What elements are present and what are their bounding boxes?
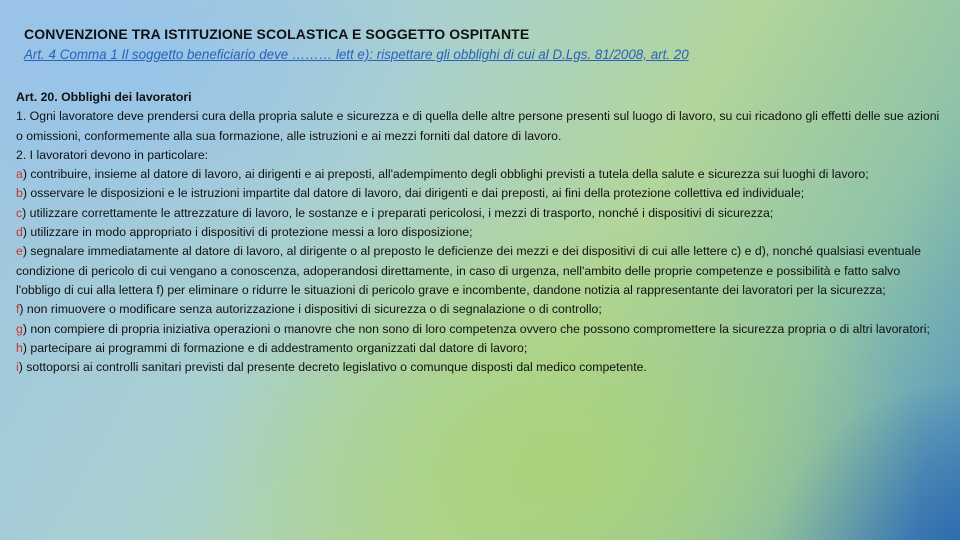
article-heading: Art. 20. Obblighi dei lavoratori — [16, 90, 192, 104]
list-letter: e — [16, 244, 23, 259]
list-item-e — [16, 242, 942, 300]
paragraph-1: 1. Ogni lavoratore deve prendersi cura della propria salute e sicurezza e di quella delle altre persone presenti sul luogo di lavoro, su cui ricadono gli effetti delle sue azioni o omissioni, conformemente alla sua formazione, alle istruzioni e ai mezzi forniti dal datore di lavoro. — [16, 109, 940, 143]
list-item-f — [16, 300, 942, 319]
list-letter: b — [16, 186, 23, 201]
slide-title: CONVENZIONE TRA ISTITUZIONE SCOLASTICA E SOGGETTO OSPITANTE — [24, 26, 530, 42]
list-letter: c — [16, 205, 23, 220]
list-item-a — [16, 165, 942, 184]
list-item-text: ) non compiere di propria iniziativa operazioni o manovre che non sono di loro competenza ovvero che possono compromettere la sicurezza propria o di altri lavoratori; — [22, 321, 930, 336]
list-item-text: ) segnalare immediatamente al datore di lavoro, al dirigente o al preposto le deficienze dei mezzi e dei dispositivi di cui alle lettere c) e d), nonché qualsiasi eventuale condizione di pericolo di cui vengano a conoscenza, adoperandosi direttamente, in caso di urgenza, nell'ambito delle proprie competenze e possibilità e fatto salvo l'obbligo di cui alla lettera f) per eliminare o ridurre le situazioni di pericolo grave e incombente, dandone notizia al rappresentante dei lavoratori per la sicurezza; — [16, 244, 922, 297]
slide-body — [16, 88, 942, 377]
list-item-text: ) contribuire, insieme al datore di lavoro, ai dirigenti e ai preposti, all'adempimento degli obblighi previsti a tutela della salute e sicurezza sui luoghi di lavoro; — [22, 167, 869, 182]
list-item-g — [16, 320, 942, 339]
list-item-text: ) non rimuovere o modificare senza autorizzazione i dispositivi di sicurezza o di segnalazione o di controllo; — [19, 302, 602, 317]
list-letter: g — [16, 321, 23, 336]
list-item-text: ) utilizzare in modo appropriato i dispositivi di protezione messi a loro disposizione; — [22, 225, 473, 240]
list-letter: h — [16, 340, 23, 355]
list-item-h — [16, 339, 942, 358]
list-item-text: ) sottoporsi ai controlli sanitari previsti dal presente decreto legislativo o comunque disposti dal medico competente. — [18, 360, 647, 375]
list-item-text: ) utilizzare correttamente le attrezzature di lavoro, le sostanze e i preparati pericolosi, i mezzi di trasporto, nonché i dispositivi di sicurezza; — [22, 205, 774, 220]
list-letter: i — [16, 360, 19, 375]
list-item-d — [16, 223, 942, 242]
list-item-b — [16, 184, 942, 203]
list-letter: d — [16, 225, 23, 240]
list-letter: a — [16, 167, 23, 182]
list-item-text: ) osservare le disposizioni e le istruzioni impartite dal datore di lavoro, dai dirigenti e dai preposti, ai fini della protezione collettiva ed individuale; — [22, 186, 805, 201]
list-item-i — [16, 358, 942, 377]
list-item-c — [16, 204, 942, 223]
list-item-text: ) partecipare ai programmi di formazione e di addestramento organizzati dal datore di lavoro; — [22, 340, 528, 355]
slide-subtitle-link[interactable]: Art. 4 Comma 1 Il soggetto beneficiario deve ……… lett e): rispettare gli obblighi di cui al D.Lgs. 81/2008, art. 20 — [24, 47, 689, 62]
list-letter: f — [16, 302, 20, 317]
paragraph-2: 2. I lavoratori devono in particolare: — [16, 147, 209, 162]
